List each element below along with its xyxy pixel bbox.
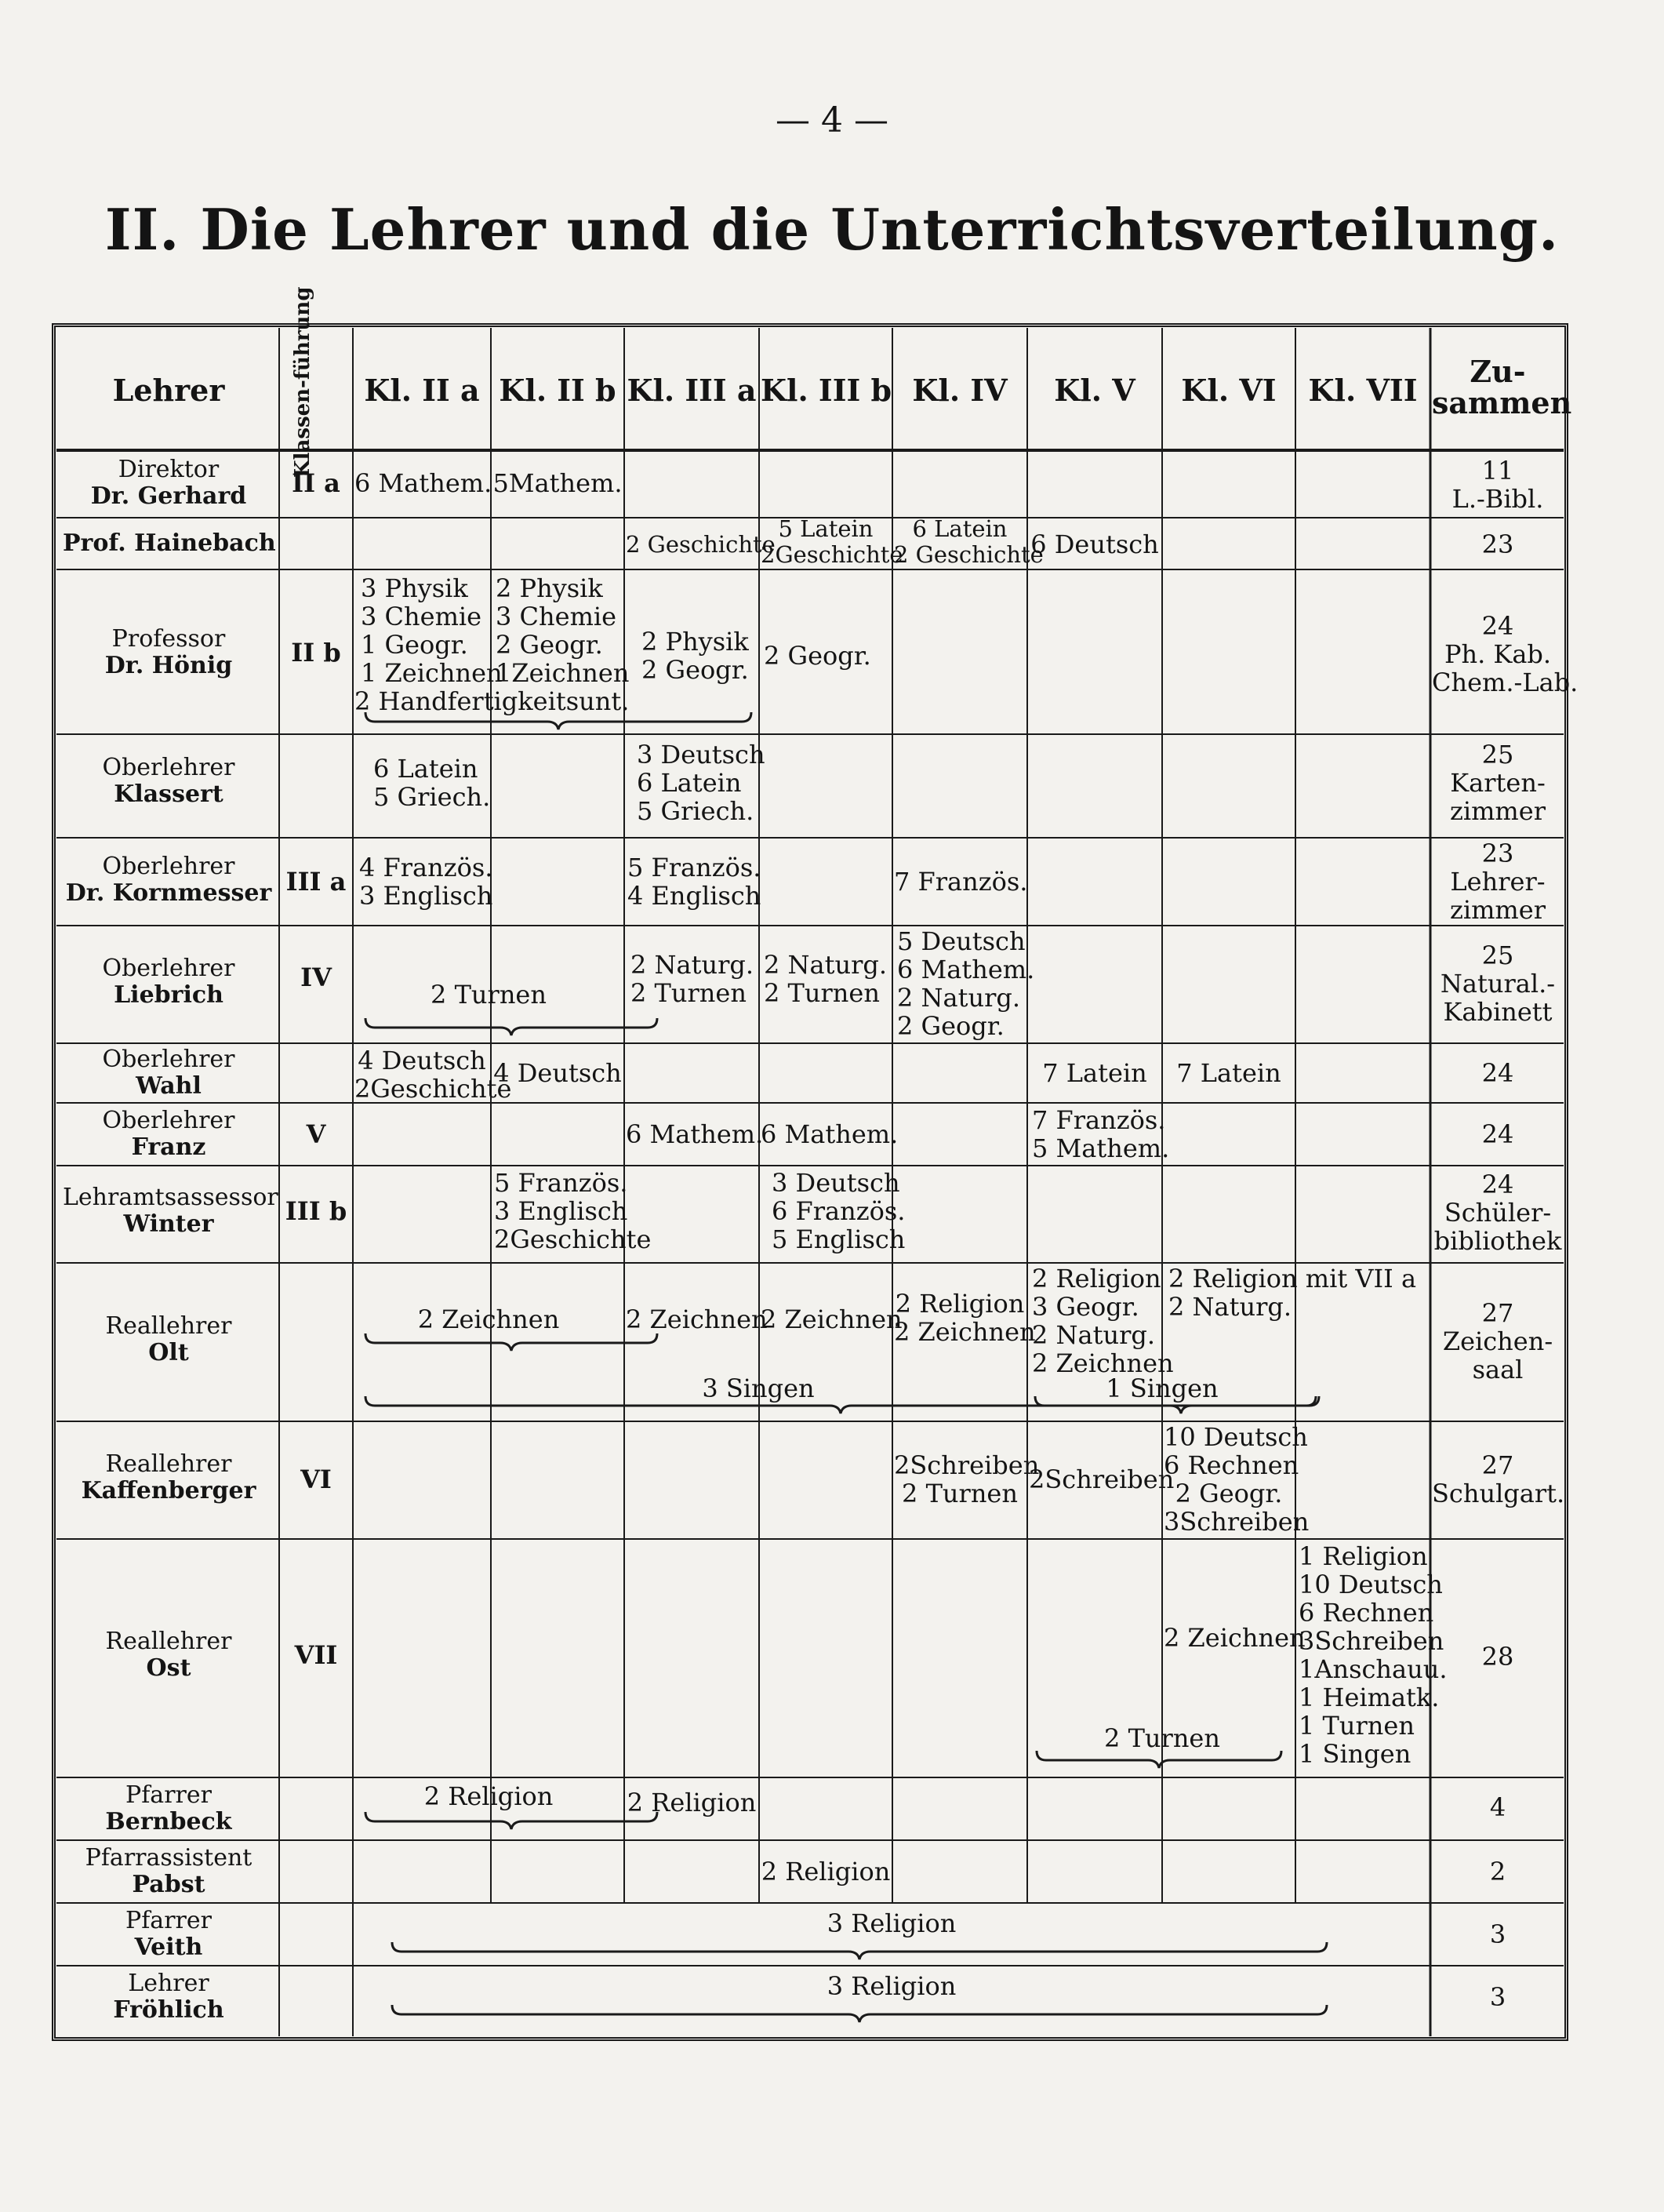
singen-shared-cell: 3 Singen xyxy=(702,1373,815,1403)
kl-2b-cell: 5Mathem. xyxy=(492,468,623,498)
sum-cell: 28 xyxy=(1481,1642,1514,1672)
sum-cell: 27 Zeichen- saal xyxy=(1442,1298,1553,1384)
col-header-kl-2b: Kl. II b xyxy=(499,373,616,408)
teacher-name: Reallehrer Olt xyxy=(105,1312,232,1366)
kl-4-cell: 2 Religion 2 Zeichnen xyxy=(894,1289,1036,1347)
sum-cell: 25 Natural.- Kabinett xyxy=(1440,940,1556,1027)
klassenfuehrung-cell: II b xyxy=(291,638,341,668)
kl-6-cell: 2 Naturg. xyxy=(1168,1292,1292,1322)
klassenfuehrung-cell: III b xyxy=(285,1196,347,1226)
teacher-name: Lehrer Fröhlich xyxy=(113,1970,224,2024)
kl-5-cell: 7 Französ. 5 Mathem. xyxy=(1032,1105,1170,1163)
kl-2a-cell: 6 Latein 5 Griech. xyxy=(373,754,491,812)
col-header-kl-3b: Kl. III b xyxy=(761,373,892,408)
sum-cell: 3 xyxy=(1489,1919,1506,1949)
kl-3b-cell: 2 Religion xyxy=(761,1857,891,1886)
klassenfuehrung-cell: VII xyxy=(294,1640,338,1670)
kl-4-cell: 5 Deutsch 6 Mathem. 2 Naturg. 2 Geogr. xyxy=(897,926,1035,1041)
sum-cell: 23 Lehrer- zimmer xyxy=(1449,839,1546,925)
kl-3b-cell: 6 Mathem. xyxy=(761,1119,899,1149)
sum-cell: 27 Schulgart. xyxy=(1432,1450,1565,1508)
sum-cell: 24 xyxy=(1481,1119,1514,1149)
col-header-lehrer: Lehrer xyxy=(112,373,225,408)
col-header-kl-7: Kl. VII xyxy=(1308,373,1418,408)
teacher-name: Pfarrer Bernbeck xyxy=(105,1781,232,1835)
col-header-zusammen: Zu- sammen xyxy=(1432,354,1572,420)
turnen-shared-cell: 2 Turnen xyxy=(1104,1723,1220,1753)
kl-3a-cell: 2 Geschichte xyxy=(626,531,776,558)
kl-2b-cell: 4 Deutsch xyxy=(493,1058,622,1088)
teacher-name: Oberlehrer Dr. Kornmesser xyxy=(65,853,272,907)
kl-5-cell: 7 Latein xyxy=(1042,1058,1147,1088)
kl-3b-cell: 2 Zeichnen xyxy=(761,1304,903,1334)
kl-2a-cell: 3 Physik 3 Chemie 1 Geogr. 1 Zeichnen xyxy=(361,573,503,688)
kl-6-cell: 2 Zeichnen xyxy=(1164,1623,1306,1653)
religion-span-cell: 3 Religion xyxy=(827,1908,957,1938)
teacher-name: Reallehrer Kaffenberger xyxy=(81,1450,256,1504)
klassenfuehrung-cell: V xyxy=(306,1119,326,1149)
kl-3b-cell: 5 Latein 2Geschichte xyxy=(761,515,903,568)
religion-span-cell: 3 Religion xyxy=(827,1971,957,2001)
kl-3a-cell: 6 Mathem. xyxy=(626,1119,764,1149)
kl-6-cell: 10 Deutsch 6 Rechnen 2 Geogr. 3Schreiben xyxy=(1164,1422,1310,1537)
kl-5-cell: 2 Religion 3 Geogr. 2 Naturg. 2 Zeichnen xyxy=(1032,1264,1174,1378)
kl-3a-cell: 2 Naturg. 2 Turnen xyxy=(630,950,754,1008)
kl-3a-cell: 5 Französ. 4 Englisch xyxy=(627,853,761,911)
col-header-kl-2a: Kl. II a xyxy=(364,373,480,408)
col-header-kl-5: Kl. V xyxy=(1054,373,1135,408)
kl-2a-cell: 6 Mathem. xyxy=(354,468,492,498)
kl-5-cell: 6 Deutsch xyxy=(1030,529,1159,559)
sum-cell: 11 L.-Bibl. xyxy=(1451,456,1544,514)
kl-3a-cell: 2 Religion xyxy=(627,1788,757,1817)
singen-shared-cell: 1 Singen xyxy=(1106,1373,1219,1403)
kl-6-cell: 7 Latein xyxy=(1176,1058,1281,1088)
teacher-name: Lehramtsassessor Winter xyxy=(63,1184,278,1238)
sum-cell: 3 xyxy=(1489,1982,1506,2012)
kl-3a-cell: 2 Physik 2 Geogr. xyxy=(641,627,749,685)
kl-2ab-shared-cell: 2 Turnen xyxy=(431,980,547,1010)
klassenfuehrung-cell: VI xyxy=(300,1464,332,1494)
teacher-name: Oberlehrer Liebrich xyxy=(102,955,235,1009)
teacher-name: Oberlehrer Klassert xyxy=(102,754,235,808)
kl-4-cell: 7 Französ. xyxy=(894,867,1028,897)
kl-3b-cell: 3 Deutsch 6 Französ. 5 Englisch xyxy=(772,1168,906,1254)
kl-2a-cell: 4 Deutsch 2Geschichte xyxy=(354,1046,512,1104)
teacher-name: Pfarrassistent Pabst xyxy=(85,1844,253,1898)
sum-cell: 23 xyxy=(1481,529,1514,559)
teacher-name: Reallehrer Ost xyxy=(105,1628,232,1682)
teacher-name: Oberlehrer Franz xyxy=(102,1107,235,1161)
sum-cell: 24 xyxy=(1481,1058,1514,1088)
klassenfuehrung-cell: II a xyxy=(292,468,340,498)
sum-cell: 25 Karten- zimmer xyxy=(1449,740,1546,826)
kl-3b-cell: 2 Geogr. xyxy=(764,641,871,671)
sum-cell: 4 xyxy=(1489,1792,1506,1822)
kl-5-cell: 2Schreiben xyxy=(1029,1464,1175,1494)
teacher-name: Pfarrer Veith xyxy=(125,1907,212,1961)
kl-4-cell: 6 Latein 2 Geschichte xyxy=(894,515,1044,568)
page-number: — 4 — xyxy=(776,100,888,140)
klassenfuehrung-cell: III a xyxy=(285,867,347,897)
kl-2ab-shared-cell: 2 Zeichnen xyxy=(417,1304,560,1334)
kl-2b-cell: 2 Physik 3 Chemie 2 Geogr. 1Zeichnen xyxy=(496,573,630,688)
kl-3a-cell: 3 Deutsch 6 Latein 5 Griech. xyxy=(637,740,765,826)
kl-6-7-shared-cell: 2 Religion mit VII a xyxy=(1168,1264,1417,1293)
kl-3a-cell: 2 Zeichnen xyxy=(626,1304,768,1334)
col-header-kl-6: Kl. VI xyxy=(1181,373,1277,408)
col-header-kl-3a: Kl. III a xyxy=(627,373,757,408)
col-header-kl-4: Kl. IV xyxy=(912,373,1008,408)
col-header-klassenfuehrung: Klassen-führung xyxy=(291,286,314,478)
teacher-name: Prof. Hainebach xyxy=(63,529,276,557)
section-heading: II. Die Lehrer und die Unterrichtsverteilung. xyxy=(104,196,1560,263)
teacher-name: Professor Dr. Hönig xyxy=(104,625,233,679)
kl-3b-cell: 2 Naturg. 2 Turnen xyxy=(764,950,888,1008)
kl-2b-cell: 5 Französ. 3 Englisch 2Geschichte xyxy=(494,1168,652,1254)
sum-cell: 24 Schüler- bibliothek xyxy=(1433,1170,1562,1256)
sum-cell: 24 Ph. Kab. Chem.-Lab. xyxy=(1432,611,1579,697)
klassenfuehrung-cell: IV xyxy=(300,962,332,992)
kl-2a-cell: 4 Französ. 3 Englisch xyxy=(359,853,493,911)
kl-7-cell: 1 Religion 10 Deutsch 6 Rechnen 3Schreiben 1Anschauu. 1 Heimatk. 1 Turnen 1 Singen xyxy=(1299,1541,1448,1769)
teacher-name: Oberlehrer Wahl xyxy=(102,1046,235,1100)
kl-4-cell: 2Schreiben 2 Turnen xyxy=(894,1450,1040,1508)
teacher-name: Direktor Dr. Gerhard xyxy=(90,456,247,510)
kl-2ab-shared-cell: 2 Handfertigkeitsunt. xyxy=(354,686,630,716)
sum-cell: 2 xyxy=(1489,1857,1506,1886)
kl-2ab-shared-cell: 2 Religion xyxy=(423,1781,554,1811)
